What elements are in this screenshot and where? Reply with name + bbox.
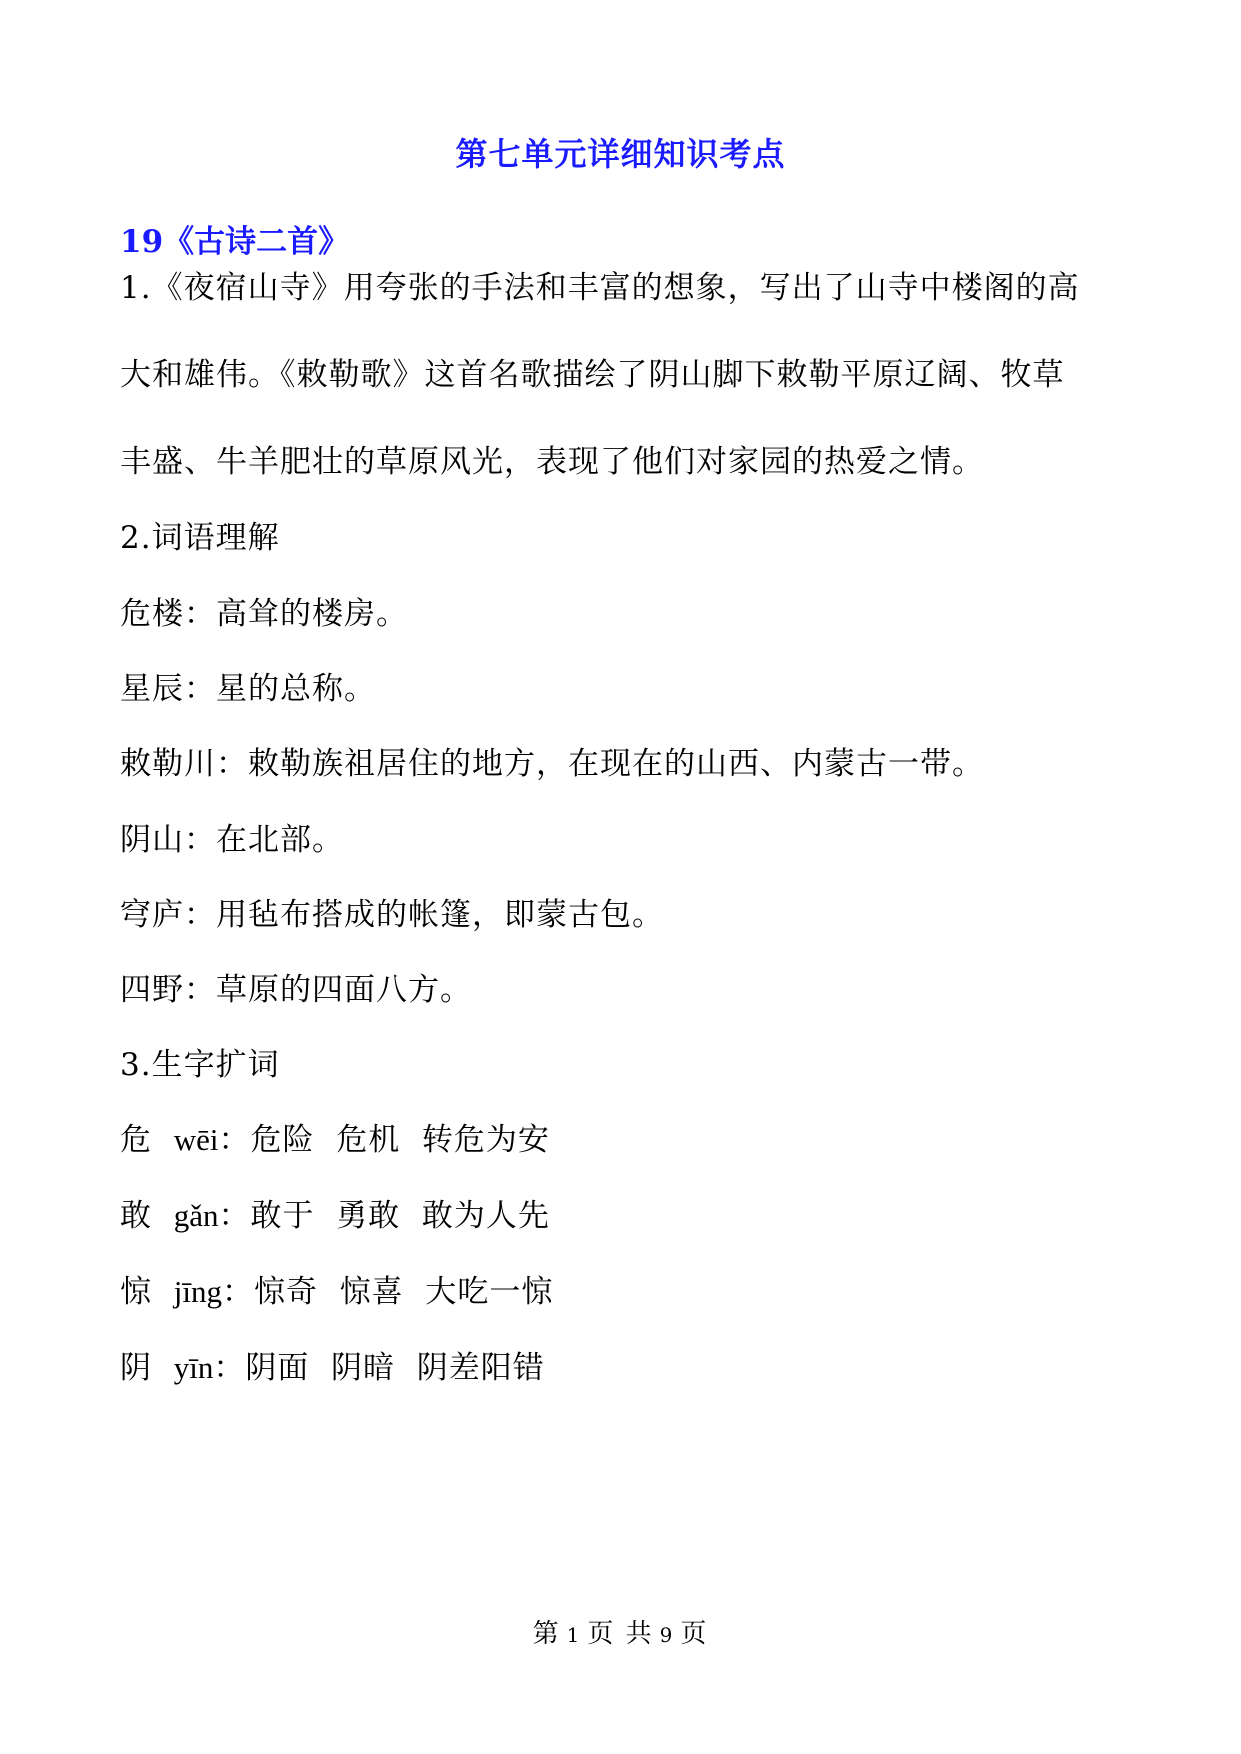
paragraph-line-2: 大和雄伟。《敕勒歌》这首名歌描绘了阴山脚下敕勒平原辽阔、牧草 xyxy=(120,357,1065,393)
footer-prefix: 第 xyxy=(532,1619,561,1649)
char: 惊 xyxy=(120,1274,152,1310)
page-title: 第七单元详细知识考点 xyxy=(455,135,786,173)
paragraph-line-3: 丰盛、牛羊肥壮的草原风光，表现了他们对家园的热爱之情。 xyxy=(120,444,984,480)
paragraph-line-1: 1.《夜宿山寺》用夸张的手法和丰富的想象，写出了山寺中楼阁的高 xyxy=(120,270,1080,306)
vocab-item: 阴山：在北部。 xyxy=(120,822,344,858)
char: 阴 xyxy=(120,1350,152,1386)
char-entry: 敢 gǎn：敢于 勇敢 敢为人先 xyxy=(120,1198,550,1234)
char-entry: 惊 jīng：惊奇 惊喜 大吃一惊 xyxy=(120,1274,554,1310)
vocab-item: 四野：草原的四面八方。 xyxy=(120,972,472,1008)
chars-heading: 3.生字扩词 xyxy=(120,1047,280,1083)
char-pinyin: jīng xyxy=(173,1274,222,1309)
char-words: 危险 危机 转危为安 xyxy=(250,1122,550,1158)
char: 敢 xyxy=(120,1198,152,1234)
char: 危 xyxy=(120,1122,152,1158)
vocab-heading: 2.词语理解 xyxy=(120,520,280,556)
page-footer xyxy=(0,1616,1241,1653)
vocab-item: 穹庐：用毡布搭成的帐篷，即蒙古包。 xyxy=(120,897,664,933)
footer-total-pages: 9 xyxy=(659,1623,675,1647)
vocab-item: 敕勒川：敕勒族祖居住的地方，在现在的山西、内蒙古一带。 xyxy=(120,746,984,782)
char-pinyin: yīn xyxy=(173,1350,214,1385)
vocab-item: 危楼：高耸的楼房。 xyxy=(120,596,408,632)
char-pinyin: gǎn xyxy=(173,1198,219,1233)
char-pinyin: wēi xyxy=(173,1122,219,1157)
section-title: 19《古诗二首》 xyxy=(120,224,350,260)
footer-suffix: 页 xyxy=(680,1619,709,1649)
footer-current-page: 1 xyxy=(566,1623,582,1647)
vocab-item: 星辰：星的总称。 xyxy=(120,671,376,707)
char-words: 阴面 阴暗 阴差阳错 xyxy=(245,1350,545,1386)
char-words: 惊奇 惊喜 大吃一惊 xyxy=(253,1274,554,1310)
footer-middle: 页 共 xyxy=(587,1619,654,1649)
char-words: 敢于 勇敢 敢为人先 xyxy=(250,1198,550,1234)
char-entry: 危 wēi：危险 危机 转危为安 xyxy=(120,1122,550,1158)
char-entry: 阴 yīn：阴面 阴暗 阴差阳错 xyxy=(120,1350,545,1386)
